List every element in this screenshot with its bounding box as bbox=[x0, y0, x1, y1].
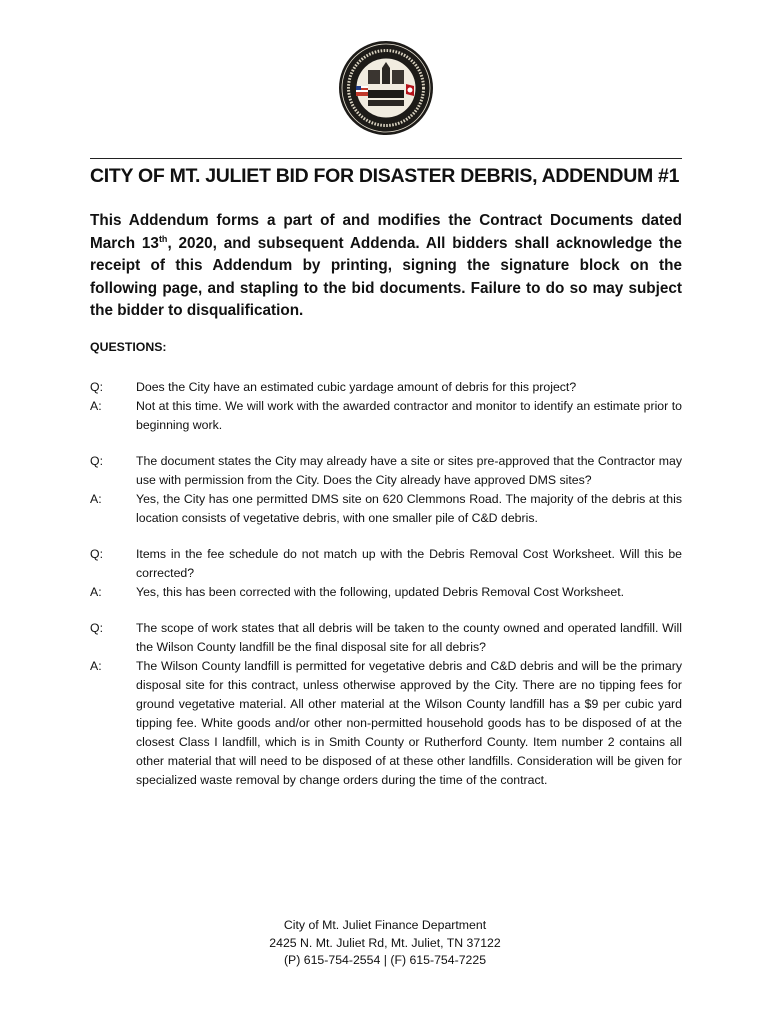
qa-item bbox=[90, 619, 682, 790]
document-title: CITY OF MT. JULIET BID FOR DISASTER DEBRIS, ADDENDUM #1 bbox=[90, 158, 682, 188]
question-text: The scope of work states that all debris will be taken to the county owned and operated landfill. Will the Wilson County landfill be the final disposal site for all debris? bbox=[136, 621, 682, 654]
answer-label: A: bbox=[90, 585, 102, 599]
addendum-intro-paragraph bbox=[90, 210, 682, 323]
answer-text: Yes, the City has one permitted DMS site on 620 Clemmons Road. The majority of the debris at this location consists of vegetative debris, with one smaller pile of C&D debris. bbox=[136, 492, 682, 525]
city-seal-logo bbox=[338, 40, 434, 136]
question-line bbox=[90, 619, 682, 657]
question-label: Q: bbox=[90, 454, 103, 468]
answer-label: A: bbox=[90, 492, 102, 506]
answer-text: Not at this time. We will work with the awarded contractor and monitor to identify an estimate prior to beginning work. bbox=[136, 399, 682, 432]
answer-line bbox=[90, 490, 682, 528]
question-line bbox=[90, 378, 682, 397]
qa-list bbox=[90, 378, 682, 807]
answer-label: A: bbox=[90, 659, 102, 673]
intro-superscript: th bbox=[158, 233, 168, 244]
answer-label: A: bbox=[90, 399, 102, 413]
question-label: Q: bbox=[90, 380, 103, 394]
answer-text: The Wilson County landfill is permitted for vegetative debris and C&D debris and will be the primary disposal site for this contract, unless otherwise approved by the City. There are no tipping fees for ground vegetative material. All other material at the Wilson County landfill has a $9 per cubic yard tipping fee. White goods and/or other non-permitted household goods has to be disposed of at the closest Class I landfill, which is in Smith County or Rutherford County. Item number 2 contains all other material that will need to be disposed of at these other landfills. Consideration will be given for specialized waste removal by change orders during the time of the contract. bbox=[136, 659, 682, 787]
question-line bbox=[90, 545, 682, 583]
answer-line bbox=[90, 657, 682, 790]
footer-address: 2425 N. Mt. Juliet Rd, Mt. Juliet, TN 37122 bbox=[269, 935, 501, 950]
questions-heading: QUESTIONS: bbox=[90, 340, 167, 354]
intro-text-part1: This Addendum forms a part of and modifies the Contract Documents dated March 13 bbox=[90, 212, 682, 252]
footer-department: City of Mt. Juliet Finance Department bbox=[283, 918, 487, 932]
question-label: Q: bbox=[90, 621, 103, 635]
answer-line bbox=[90, 583, 682, 602]
question-label: Q: bbox=[90, 547, 103, 561]
qa-item bbox=[90, 452, 682, 528]
footer-contact bbox=[0, 917, 770, 970]
question-text: Items in the fee schedule do not match up with the Debris Removal Cost Worksheet. Will this be corrected? bbox=[136, 547, 682, 580]
intro-text-part2: , 2020, and subsequent Addenda. All bidders shall acknowledge the receipt of this Addendum by printing, signing the signature block on the following page, and stapling to the bid documents. Failure to do so may subject the bidder to disqualification. bbox=[90, 234, 682, 320]
question-line bbox=[90, 452, 682, 490]
answer-text: Yes, this has been corrected with the following, updated Debris Removal Cost Worksheet. bbox=[136, 585, 625, 599]
qa-item bbox=[90, 545, 682, 602]
answer-line bbox=[90, 397, 682, 435]
question-text: The document states the City may already have a site or sites pre-approved that the Contractor may use with permission from the City. Does the City already have approved DMS sites? bbox=[136, 454, 682, 487]
question-text: Does the City have an estimated cubic yardage amount of debris for this project? bbox=[136, 380, 577, 394]
qa-item bbox=[90, 378, 682, 435]
footer-phone-fax: (P) 615-754-2554 | (F) 615-754-7225 bbox=[283, 953, 487, 967]
